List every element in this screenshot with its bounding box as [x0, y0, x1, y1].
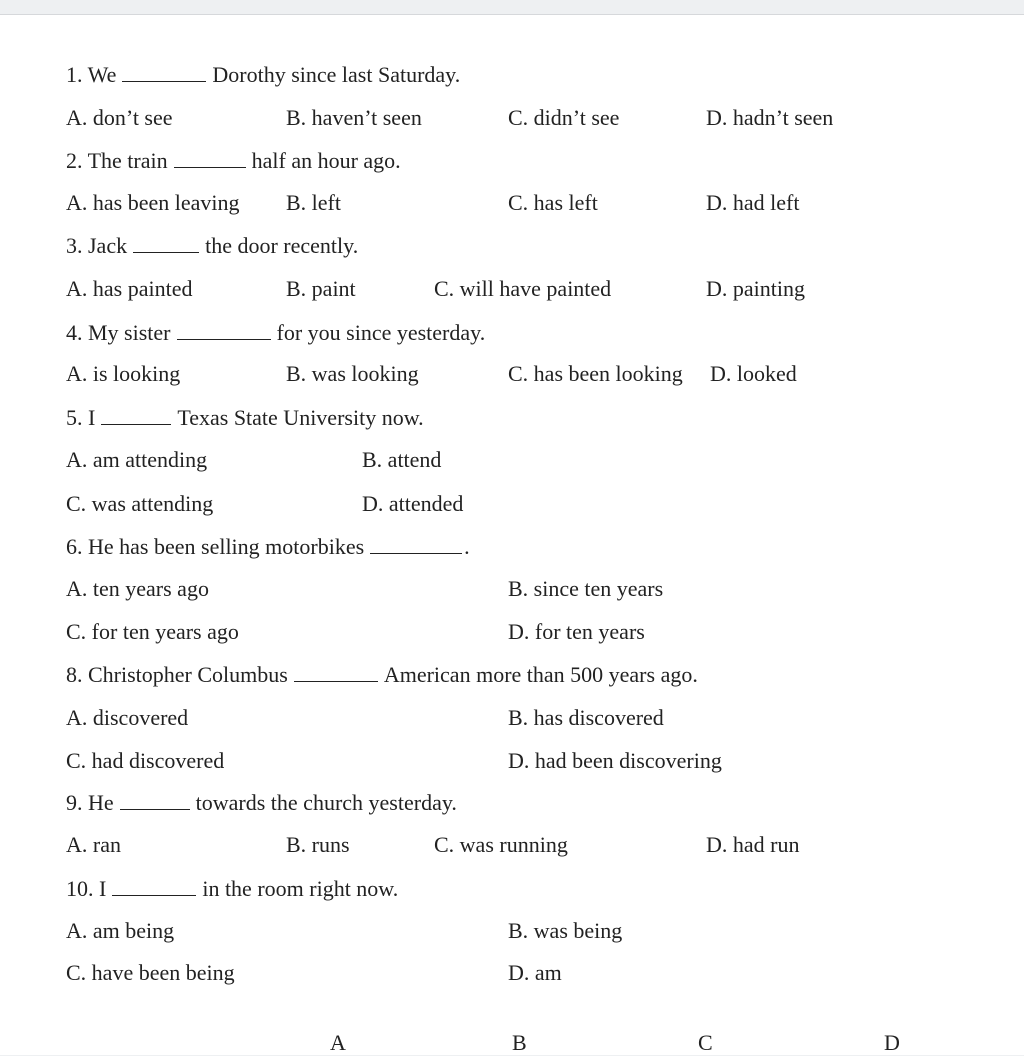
option-c: C. has left	[508, 190, 598, 215]
option-a: A. don’t see	[66, 105, 173, 130]
option-d: D. hadn’t seen	[706, 105, 834, 130]
option-d: D. had run	[706, 832, 800, 857]
option-a: A. discovered	[66, 705, 189, 730]
option-d: D. for ten years	[508, 619, 645, 644]
option-d: D. looked	[710, 361, 797, 386]
option-d: D. had been discovering	[508, 748, 722, 773]
question-1-stem: 1. We Dorothy since last Saturday.	[66, 62, 461, 87]
option-c: C. have been being	[66, 960, 235, 985]
option-b: B. was looking	[286, 361, 419, 386]
question-2-stem: 2. The train half an hour ago.	[66, 148, 401, 173]
option-b: B. runs	[286, 832, 350, 857]
option-a: A. am attending	[66, 447, 208, 472]
option-b: B. attend	[362, 447, 442, 472]
answer-blank	[294, 663, 378, 682]
option-b: B. since ten years	[508, 576, 664, 601]
option-d: D. had left	[706, 190, 800, 215]
answer-blank	[112, 877, 196, 896]
question-6-stem: 6. He has been selling motorbikes .	[66, 534, 470, 559]
option-a: A. has painted	[66, 276, 193, 301]
question-10-stem: 10. I in the room right now.	[66, 876, 399, 901]
answer-blank	[101, 406, 171, 425]
option-d: D. painting	[706, 276, 805, 301]
option-c: C. for ten years ago	[66, 619, 239, 644]
cutoff-letter: B	[512, 1030, 527, 1055]
answer-blank	[370, 535, 462, 554]
answer-blank	[174, 149, 246, 168]
question-5-stem: 5. I Texas State University now.	[66, 405, 424, 430]
option-c: C. had discovered	[66, 748, 225, 773]
option-c: C. has been looking	[508, 361, 683, 386]
option-a: A. am being	[66, 918, 175, 943]
option-b: B. was being	[508, 918, 623, 943]
option-c: C. was attending	[66, 491, 214, 516]
answer-blank	[133, 234, 199, 253]
option-b: B. haven’t seen	[286, 105, 422, 130]
option-c: C. will have painted	[434, 276, 612, 301]
option-c: C. didn’t see	[508, 105, 620, 130]
answer-blank	[120, 791, 190, 810]
cutoff-letter: D	[884, 1030, 900, 1055]
option-a: A. ten years ago	[66, 576, 209, 601]
option-a: A. is looking	[66, 361, 181, 386]
question-4-stem: 4. My sister for you since yesterday.	[66, 320, 486, 345]
option-b: B. has discovered	[508, 705, 664, 730]
document-page	[0, 14, 1024, 1055]
question-3-stem: 3. Jack the door recently.	[66, 233, 359, 258]
answer-blank	[122, 63, 206, 82]
option-b: B. left	[286, 190, 341, 215]
answer-blank	[177, 321, 271, 340]
question-9-stem: 9. He towards the church yesterday.	[66, 790, 457, 815]
option-b: B. paint	[286, 276, 356, 301]
cutoff-letter: A	[330, 1030, 346, 1055]
option-a: A. has been leaving	[66, 190, 240, 215]
option-d: D. am	[508, 960, 562, 985]
option-c: C. was running	[434, 832, 568, 857]
option-a: A. ran	[66, 832, 121, 857]
cutoff-letter: C	[698, 1030, 713, 1055]
question-8-stem: 8. Christopher Columbus American more than 500 years ago.	[66, 662, 698, 687]
option-d: D. attended	[362, 491, 464, 516]
